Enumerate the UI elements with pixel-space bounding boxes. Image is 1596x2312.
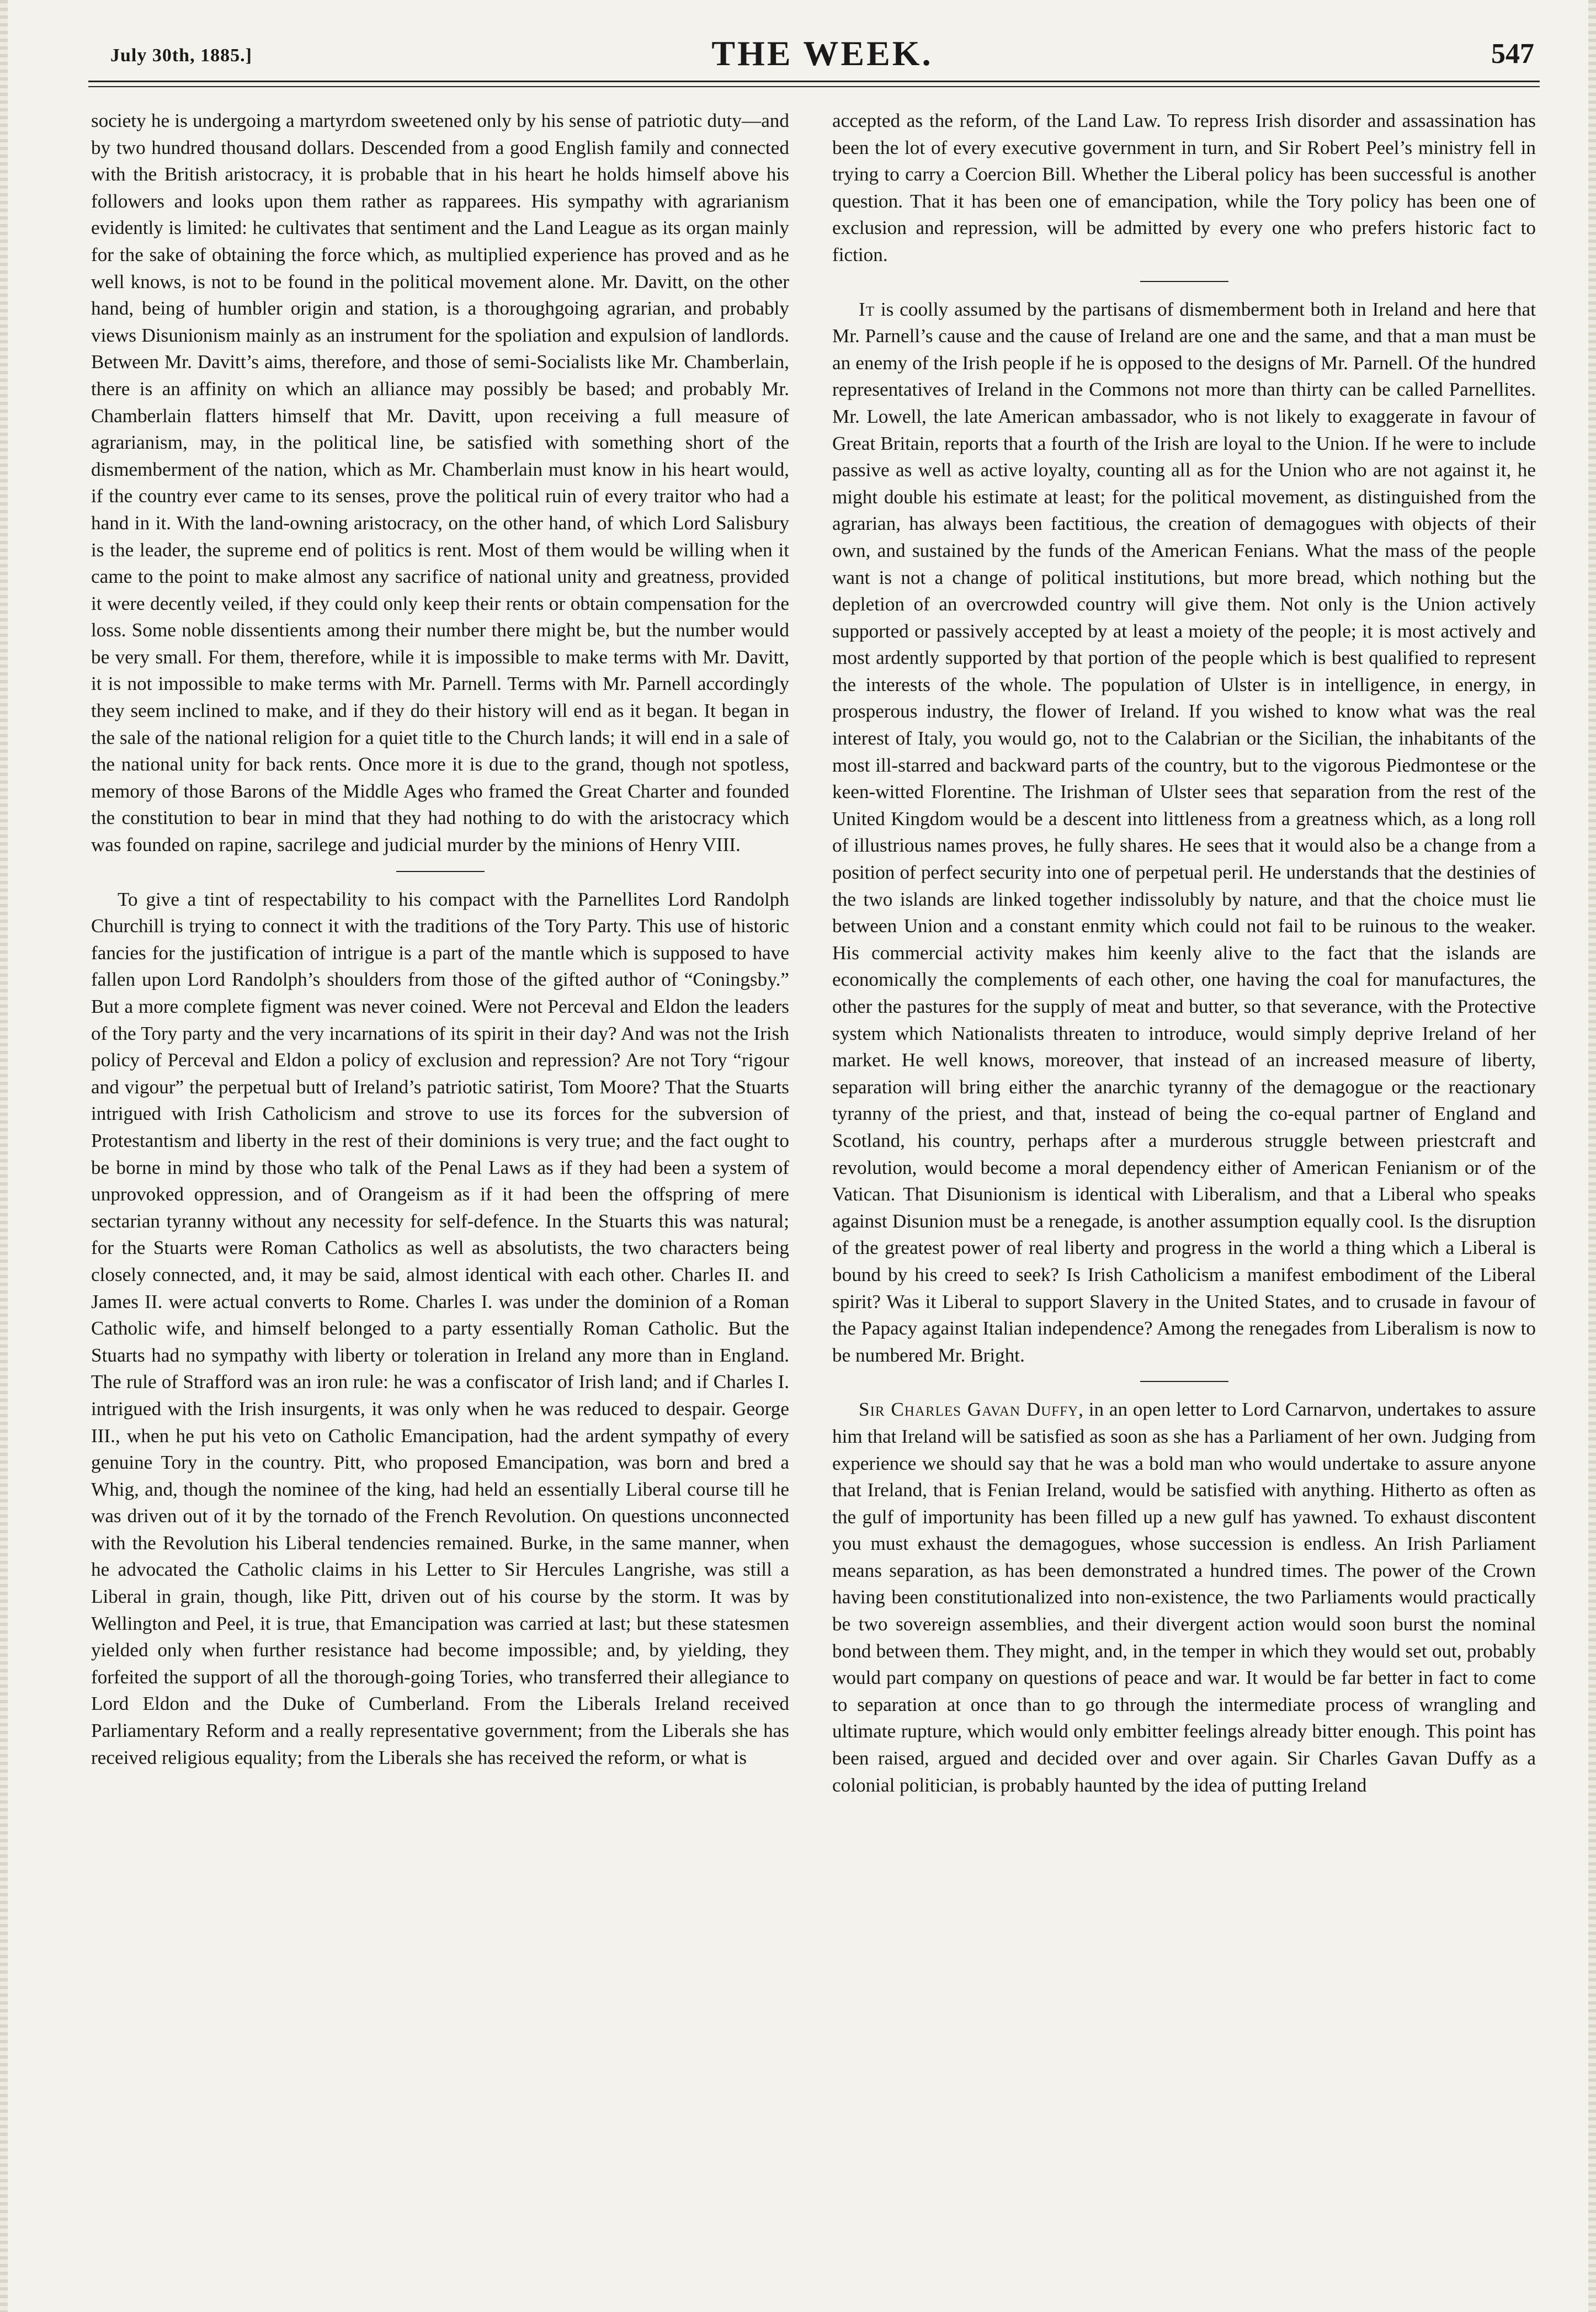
issue-date: July 30th, 1885.] [110, 45, 252, 66]
publication-title: THE WEEK. [711, 34, 933, 73]
masthead-rule [88, 81, 1540, 82]
masthead [110, 22, 1534, 83]
article-paragraph: To give a tint of respectability to his compact with the Parnellites Lord Randolph Churchill is trying to connect it with the traditions of the Tory Party. This use of historic fancies for the justification of intrigue is a part of the mantle which is supposed to have fallen upon Lord Randolph’s shoulders from those of the gifted author of “Coningsby.” But a more complete figment was never coined. Were not Perceval and Eldon the leaders of the Tory party and the very incarnations of its spirit in their day? And was not the Irish policy of Perceval and Eldon a policy of exclusion and repression? Are not Tory “rigour and vigour” the perpetual butt of Ireland’s patriotic satirist, Tom Moore? That the Stuarts intrigued with Irish Catholicism and strove to use its forces for the subversion of Protestantism and liberty in the rest of their dominions is very true; and the fact ought to be borne in mind by those who talk of the Penal Laws as if they had been a system of unprovoked oppression, and of Orangeism as if it had been the offspring of mere sectarian tyranny without any necessity for self-defence. In the Stuarts this was natural; for the Stuarts were Roman Catholics as well as absolutists, the two characters being closely connected, and, it may be said, almost identical with each other. Charles II. and James II. were actual converts to Rome. Charles I. was under the dominion of a Roman Catholic wife, and himself belonged to a party essentially Roman Catholic. But the Stuarts had no sympathy with liberty or toleration in Ireland any more than in England. The rule of Strafford was an iron rule: he was a confiscator of Irish land; and if Charles I. intrigued with the Irish insurgents, it was only when he was reduced to despair. George III., when he put his veto on Catholic Emancipation, had the ardent sympathy of every genuine Tory in the country. Pitt, who proposed Emancipation, was born and bred a Whig, and, though the nominee of the king, had held an essentially Liberal course till he was driven out of it by the tornado of the French Revolution. On questions unconnected with the Revolution his Liberal tendencies remained. Burke, in the same manner, when he advocated the Catholic claims in his Letter to Sir Hercules Langrishe, was still a Liberal in grain, though, like Pitt, driven out of his course by the storm. It was by Wellington and Peel, it is true, that Emancipation was carried at last; but these statesmen yielded only when further resistance had become impossible; and, by yielding, they forfeited the support of all the thorough-going Tories, who transferred their allegiance to Lord Eldon and the Duke of Cumberland. From the Liberals Ireland received Parliamentary Reform and a really representative government; from the Liberals she has received religious equality; from the Liberals she has received the reform, or what is [91, 888, 789, 1768]
paragraph-body: is coolly assumed by the partisans of dismemberment both in Ireland and here that Mr. Parnell’s cause and the cause of Ireland are one and the same, and that a man must be an enemy of the Irish people if he is opposed to the designs of Mr. Parnell. Of the hundred representatives of Ireland in the Commons not more than thirty can be called Parnellites. Mr. Lowell, the late American ambassador, who is not likely to exaggerate in favour of Great Britain, reports that a fourth of the Irish are loyal to the Union. If he were to include passive as well as active loyalty, counting all as for the Union who are not against it, he might double his estimate at least; for the political movement, as distinguished from the agrarian, has always been factitious, the creation of demagogues with objects of their own, and sustained by the funds of the American Fenians. What the mass of the people want is not a change of political institutions, but more bread, which nothing but the depletion of an overcrowded country will give them. Not only is the Union actively supported or passively accepted by at least a moiety of the people; it is most actively and most ardently supported by that portion of the people which is best qualified to represent the interests of the whole. The population of Ulster is in intelligence, in energy, in prosperous industry, the flower of Ireland. If you wished to know what was the real interest of Italy, you would go, not to the Calabrian or the Sicilian, the inhabitants of the most ill-starred and backward parts of the country, but to the vigorous Piedmontese or the keen-witted Florentine. The Irishman of Ulster sees that separation from the rest of the United Kingdom would be a descent into littleness from a greatness which, as a long roll of illustrious names proves, he fully shares. He sees that it would also be a change from a position of perfect security into one of perpetual peril. He understands that the destinies of the two islands are linked together indissolubly by nature, and that the choice must lie between Union and a constant enmity which could not fail to be ruinous to the weaker. His commercial activity makes him keenly alive to the fact that the islands are economically the complements of each other, one having the coal for manufactures, the other the pastures for the supply of meat and butter, so that severance, with the Protective system which Nationalists threaten to introduce, would simply deprive Ireland of her market. He well knows, moreover, that instead of an increased measure of liberty, separation will bring either the anarchic tyranny of the demagogue or the reactionary tyranny of the priest, and that, instead of being the co-equal partner of England and Scotland, his country, perhaps after a murderous struggle between priestcraft and revolution, would become a moral dependency either of American Fenianism or of the Vatican. That Disunionism is identical with Liberalism, and that a Liberal who speaks against Disunion must be a renegade, is another assumption equally cool. Is the disruption of the greatest power of real liberty and progress in the world a thing which a Liberal is bound by his creed to seek? Is Irish Catholicism a manifest embodiment of the Liberal spirit? Was it Liberal to support Slavery in the United States, and to crusade in favour of the Papacy against Italian independence? Among the renegades from Liberalism is now to be numbered Mr. Bright. [832, 298, 1536, 1366]
paragraph-lead-in: Sir Charles Gavan Duffy [859, 1399, 1079, 1421]
page-edge-left [0, 0, 8, 2312]
page-number: 547 [1491, 38, 1534, 70]
paragraph-body: , in an open letter to Lord Carnarvon, undertakes to assure him that Ireland will be satisfied as soon as she has a Parliament of her own. Judging from experience we should say that he was a bold man who would undertake to assure anyone that Ireland, that is Fenian Ireland, would be satisfied with anything. Hitherto as often as the gulf of importunity has been filled up a new gulf has yawned. To exhaust discontent you must exhaust the demagogues, whose succession is endless. An Irish Parliament means separation, as has been demonstrated a hundred times. The power of the Crown having been constitutionalized into non-existence, the two Parliaments would practically be two sovereign assemblies, and their divergent action would soon burst the nominal bond between them. They might, and, in the temper in which they would set out, probably would part company on questions of peace and war. It would be far better in fact to come to separation at once than to go through the intermediate process of wrangling and ultimate rupture, which would only embitter feelings already bitter enough. This point has been raised, argued and decided over and over again. Sir Charles Gavan Duffy as a colonial politician, is probably haunted by the idea of putting Ireland [832, 1399, 1536, 1796]
article-paragraph [832, 1396, 1536, 1799]
article-paragraph [832, 296, 1536, 1369]
article-paragraph: society he is undergoing a martyrdom sweetened only by his sense of patriotic duty—and by two hundred thousand dollars. Descended from a good English family and connected with the British aristocracy, it is probable that in his heart he holds himself above his followers and looks upon them rather as rapparees. His sympathy with agrarianism evidently is limited: he cultivates that sentiment and the Land League as its organ mainly for the sake of obtaining the force which, as multiplied experience has proved and as he well knows, is not to be found in the political movement alone. Mr. Davitt, on the other hand, being of humbler origin and station, is a thoroughgoing agrarian, and probably views Disunionism mainly as an instrument for the spoliation and expulsion of landlords. Between Mr. Davitt’s aims, therefore, and those of semi-Socialists like Mr. Chamberlain, there is an affinity on which an alliance may possibly be based; and probably Mr. Chamberlain flatters himself that Mr. Davitt, upon receiving a full measure of agrarianism, may, in the political line, be satisfied with something short of the dismemberment of the nation, which as Mr. Chamberlain must know in his heart would, if the country ever came to its senses, prove the political ruin of every traitor who had a hand in it. With the land-owning aristocracy, on the other hand, of which Lord Salisbury is the leader, the supreme end of politics is rent. Most of them would be willing when it came to the point to make almost any sacrifice of national unity and greatness, provided it were decently veiled, if they could only keep their rents or obtain compensation for the loss. Some noble dissentients among their number there might be, but the number would be very small. For them, therefore, while it is impossible to make terms with Mr. Davitt, it is not impossible to make terms with Mr. Parnell. Terms with Mr. Parnell accordingly they seem inclined to make, and if they do their history will end as it began. It began in the sale of the national religion for a quiet title to the Church lands; it will end in a sale of the national unity for back rents. Once more it is due to the grand, though not spotless, memory of those Barons of the Middle Ages who framed the Great Charter and founded the constitution to bear in mind that they had nothing to do with the aristocracy which was founded on rapine, sacrilege and judicial murder by the minions of Henry VIII. [91, 110, 789, 856]
paragraph-lead-in: It [859, 298, 875, 320]
section-separator [396, 871, 485, 872]
right-column [832, 108, 1536, 1799]
page-edge-right [1588, 0, 1596, 2312]
article-paragraph: accepted as the reform, of the Land Law. To repress Irish disorder and assassination has been the lot of every executive government in turn, and Sir Robert Peel’s ministry fell in trying to carry a Coercion Bill. Whether the Liberal policy has been successful is another question. That it has been one of emancipation, while the Tory policy has been one of exclusion and repression, will be admitted by every one who prefers historic fact to fiction. [832, 110, 1536, 265]
section-separator [1140, 281, 1228, 282]
masthead-rule-thin [88, 86, 1540, 87]
section-separator [1140, 1381, 1228, 1382]
left-column [91, 108, 789, 1771]
